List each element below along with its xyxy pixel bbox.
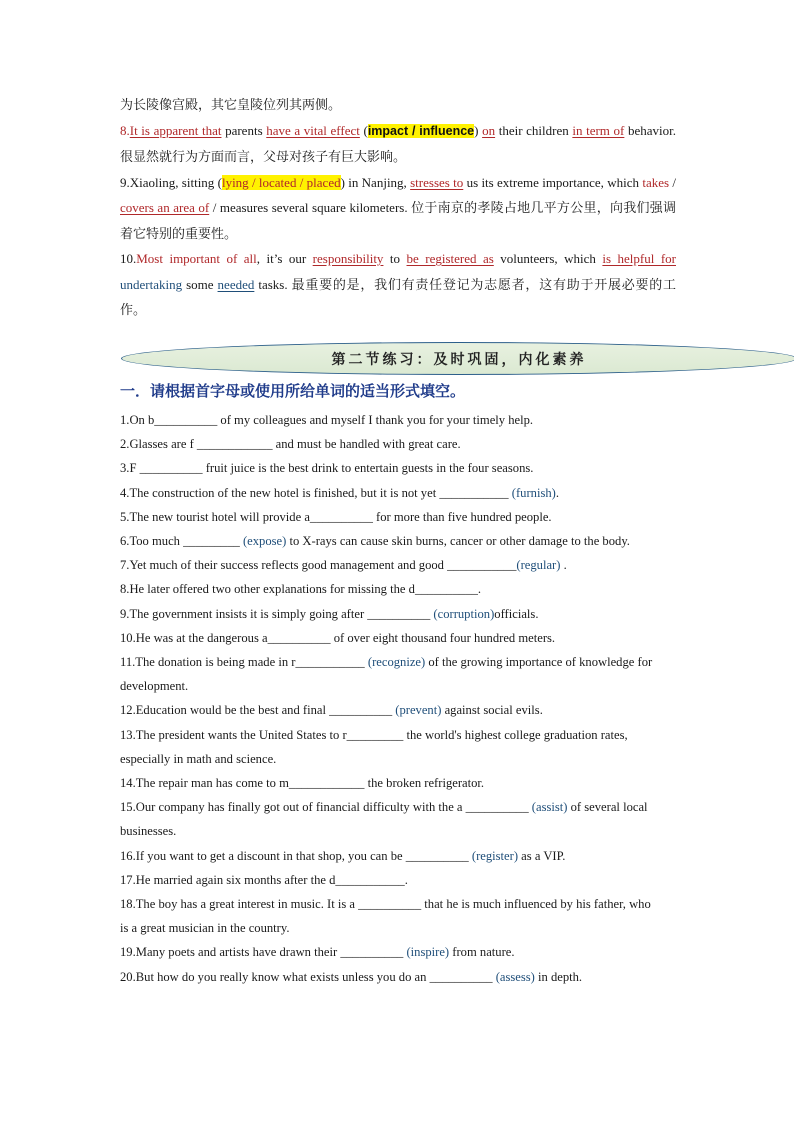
highlight-lying: lying / located / placed xyxy=(221,174,341,190)
sentence-8: 8.It is apparent that parents have a vital effect (impact / influence) on their children in term of behavior. 很显然就行为方面而言，父母对孩子有巨大影响。 xyxy=(120,122,676,164)
exercise-item: 8.He later offered two other explanations for missing the d__________. xyxy=(120,582,482,597)
exercise-item: 7.Yet much of their success reflects good management and good ___________(regular) . xyxy=(120,558,567,573)
intro-line-0: 为长陵像宫殿，其它皇陵位列其两侧。 xyxy=(120,97,342,112)
exercise-item: 12.Education would be the best and final __________ (prevent) against social evils. xyxy=(120,703,543,718)
sentence-9: 9.Xiaoling, sitting (lying / located / placed) in Nanjing, stresses to us its extreme importance, which takes / covers an area of / measures several square kilometers. 位于南京的孝陵占地几平方公里，向我们强调着它特别的重要性。 xyxy=(120,174,676,241)
exercise-item: 5.The new tourist hotel will provide a__________ for more than five hundred people. xyxy=(120,509,552,524)
exercise-item: 3.F __________ fruit juice is the best drink to entertain guests in the four seasons. xyxy=(120,461,534,476)
exercise-list xyxy=(120,408,660,989)
highlight-impact: impact / influence xyxy=(367,123,475,138)
section-heading: 一．请根据首字母或使用所给单词的适当形式填空。 xyxy=(120,382,466,400)
exercise-item: 20.But how do you really know what exists unless you do an __________ (assess) in depth. xyxy=(120,969,583,984)
section-banner xyxy=(121,342,794,375)
exercise-item: 9.The government insists it is simply going after __________ (corruption)officials. xyxy=(120,606,539,621)
exercise-item: 1.On b__________ of my colleagues and myself I thank you for your timely help. xyxy=(120,413,534,427)
exercise-item: 4.The construction of the new hotel is finished, but it is not yet ___________ (furnish). xyxy=(120,485,559,500)
sentence-10: 10.Most important of all, it’s our responsibility to be registered as volunteers, which is helpful for undertaking some needed tasks. 最重要的是，我们有责任登记为志愿者，这有助于开展必要的工作。 xyxy=(120,251,676,317)
exercise-item: 6.Too much _________ (expose) to X-rays can cause skin burns, cancer or other damage to the body. xyxy=(120,534,630,549)
banner-title: 第二节练习：及时巩固，内化素养 xyxy=(331,351,587,368)
exercise-item: 14.The repair man has come to m____________ the broken refrigerator. xyxy=(120,776,485,791)
exercise-item: 10.He was at the dangerous a__________ of over eight thousand four hundred meters. xyxy=(120,630,556,645)
exercise-item: 13.The president wants the United States to r_________ the world's highest college graduation rates, especially in math and science. xyxy=(120,727,628,766)
exercise-item: 17.He married again six months after the d___________. xyxy=(120,872,408,887)
exercise-item: 16.If you want to get a discount in that shop, you can be __________ (register) as a VIP. xyxy=(120,848,566,863)
exercise-item: 2.Glasses are f ____________ and must be handled with great care. xyxy=(120,437,461,452)
exercise-item: 15.Our company has finally got out of financial difficulty with the a __________ (assist) of several local businesses. xyxy=(120,800,648,839)
exercise-item: 18.The boy has a great interest in music. It is a __________ that he is much influenced by his father, who is a great musician in the country. xyxy=(120,897,651,936)
exercise-item: 11.The donation is being made in r___________ (recognize) of the growing importance of knowledge for development. xyxy=(120,655,653,694)
exercise-item: 19.Many poets and artists have drawn their __________ (inspire) from nature. xyxy=(120,945,515,960)
intro-text xyxy=(120,92,676,323)
